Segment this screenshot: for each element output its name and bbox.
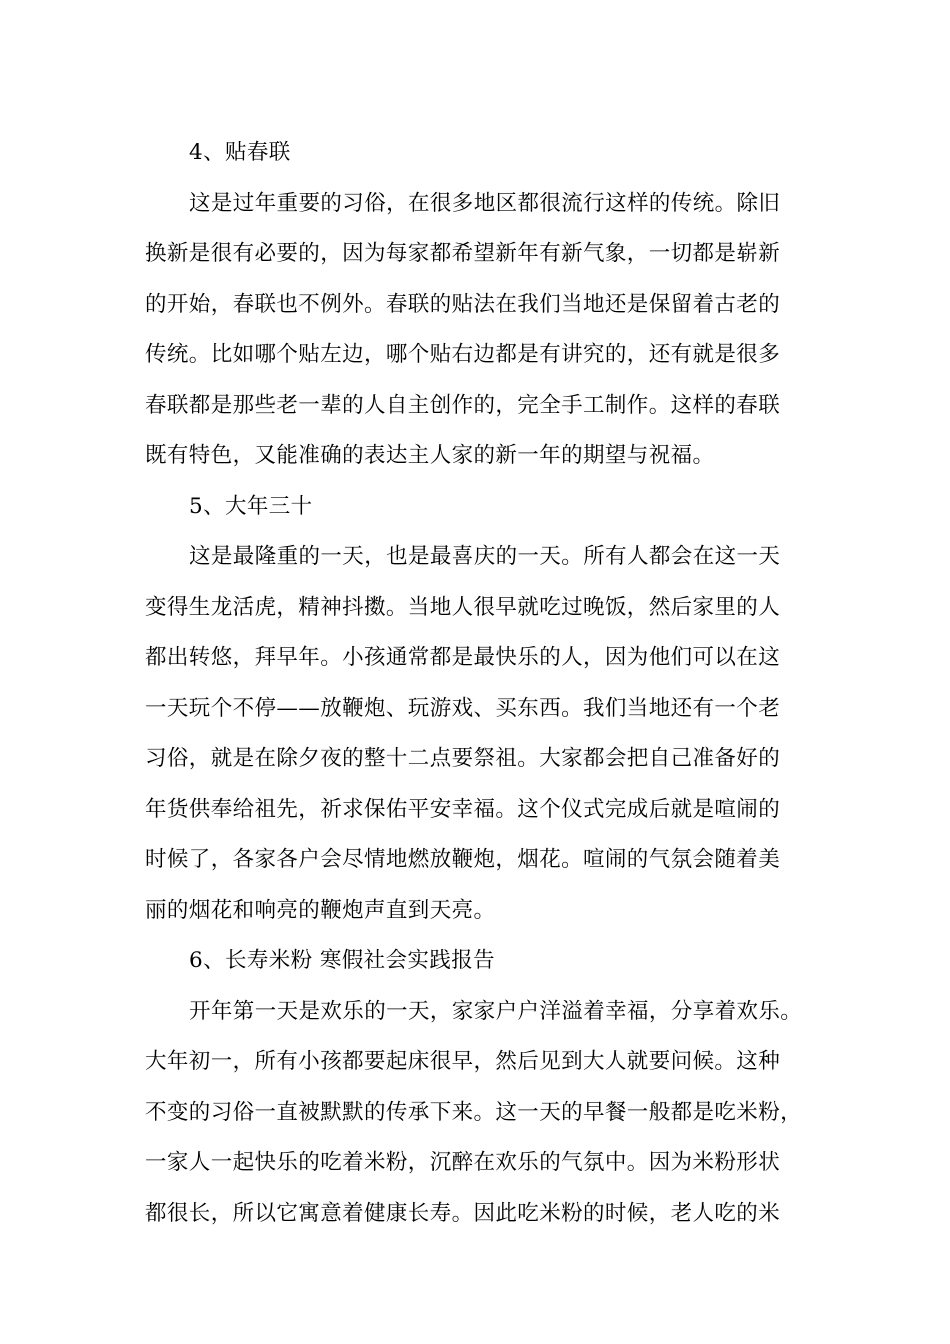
paragraph-line: 一天玩个不停——放鞭炮、玩游戏、买东西。我们当地还有一个老 [145, 695, 781, 721]
paragraph-line: 一家人一起快乐的吃着米粉，沉醉在欢乐的气氛中。因为米粉形状 [145, 1150, 781, 1175]
section-heading-new-years-eve: 5、大年三十 [189, 493, 313, 519]
paragraph-line: 换新是很有必要的，因为每家都希望新年有新气象，一切都是崭新 [145, 241, 781, 266]
section-heading-longevity-noodles: 6、长寿米粉 寒假社会实践报告 [189, 948, 496, 973]
paragraph-line: 既有特色，又能准确的表达主人家的新一年的期望与祝福。 [145, 443, 715, 468]
paragraph-line: 丽的烟花和响亮的鞭炮声直到天亮。 [145, 897, 496, 923]
document-body [145, 128, 815, 1239]
paragraph-line: 习俗，就是在除夕夜的整十二点要祭祖。大家都会把自己准备好的 [145, 746, 781, 771]
paragraph-line: 春联都是那些老一辈的人自主创作的，完全手工制作。这样的春联 [145, 392, 781, 418]
paragraph-line: 不变的习俗一直被默默的传承下来。这一天的早餐一般都是吃米粉， [145, 1099, 803, 1125]
paragraph-line: 传统。比如哪个贴左边，哪个贴右边都是有讲究的，还有就是很多 [145, 342, 781, 367]
paragraph-line: 的开始，春联也不例外。春联的贴法在我们当地还是保留着古老的 [145, 291, 781, 317]
paragraph-line: 开年第一天是欢乐的一天，家家户户洋溢着幸福，分享着欢乐。 [189, 998, 803, 1024]
paragraph-line: 大年初一，所有小孩都要起床很早，然后见到大人就要问候。这种 [145, 1049, 781, 1074]
paragraph-line: 都出转悠，拜早年。小孩通常都是最快乐的人，因为他们可以在这 [145, 645, 781, 670]
section-heading-couplets: 4、贴春联 [189, 140, 291, 165]
paragraph-line: 这是过年重要的习俗，在很多地区都很流行这样的传统。除旧 [189, 190, 781, 216]
paragraph-line: 变得生龙活虎，精神抖擞。当地人很早就吃过晚饭，然后家里的人 [145, 594, 781, 620]
paragraph-line: 这是最隆重的一天，也是最喜庆的一天。所有人都会在这一天 [189, 544, 781, 569]
paragraph-line: 年货供奉给祖先，祈求保佑平安幸福。这个仪式完成后就是喧闹的 [145, 796, 781, 822]
paragraph-line: 时候了，各家各户会尽情地燃放鞭炮，烟花。喧闹的气氛会随着美 [145, 847, 781, 872]
paragraph-line: 都很长，所以它寓意着健康长寿。因此吃米粉的时候，老人吃的米 [145, 1200, 781, 1226]
